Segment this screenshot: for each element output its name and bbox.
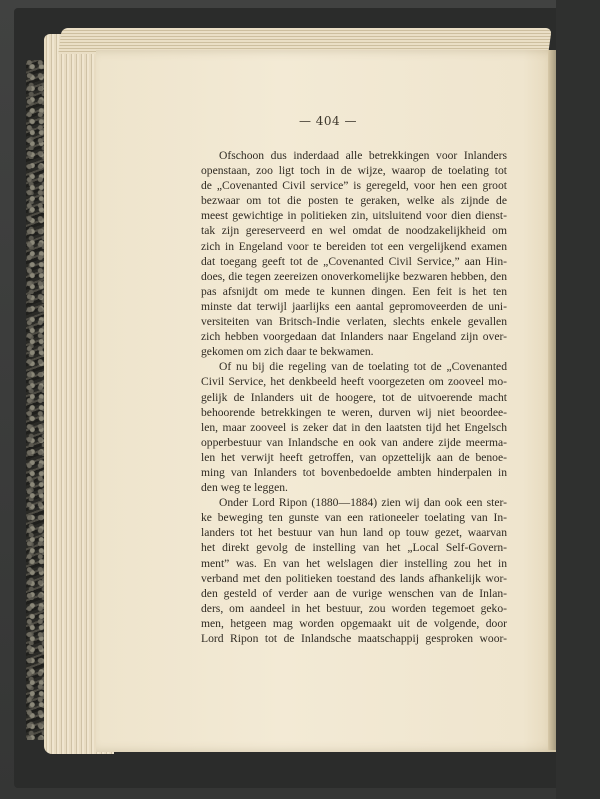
text-line: gelijk de Inlanders uit de hoogere, tot de uitvoerende macht	[201, 390, 507, 404]
text-line: ders, om aandeel in het bestuur, zou worden tegemoet geko-	[201, 601, 507, 615]
text-line: landers tot het bestuur van hun land op touw gezet, waarvan	[201, 526, 507, 540]
text-line: Lord Ripon tot de Inlandsche maatschappij gesproken woor-	[201, 632, 507, 645]
text-line: dat toegang geeft tot de „Covenanted Civil Service,” aan Hin-	[201, 254, 507, 268]
text-line: den weg te leggen.	[201, 481, 288, 495]
text-line: meest gewichtige in politieken zin, uitsluitend voor dien dienst-	[201, 209, 507, 223]
text-line: de „Covenanted Civil service” is geregeld, voor hen een groot	[201, 179, 507, 193]
text-line: verband met den politieken toestand des lands afhankelijk wor-	[201, 571, 507, 585]
text-line: Civil Service, het denkbeeld heeft voorgezeten om zooveel mo-	[201, 375, 507, 389]
text-line: men, hetgeen mag worden opgemaakt uit de volgende, door	[201, 616, 507, 630]
body-text	[201, 148, 507, 646]
text-line: ke beweging ten gunste van een rationeeler toelating van In-	[201, 511, 507, 525]
text-line: het direkt gevolg de instelling van het „Local Self-Govern-	[201, 541, 507, 555]
text-line: tak zijn gereserveerd en wel omdat de noodzakelijkheid om	[201, 224, 507, 238]
text-line: Onder Lord Ripon (1880—1884) zien wij dan ook een ster-	[219, 496, 507, 510]
text-line: behoorende betrekkingen te weren, durven wij niet beoordee-	[201, 405, 507, 419]
text-line: Ofschoon dus inderdaad alle betrekkingen voor Inlanders	[219, 149, 507, 162]
text-line: ment” was. En van het welslagen dier instelling zou het in	[201, 556, 507, 570]
text-line: openstaan, zoo ligt toch in de wijze, waarop de toelating tot	[201, 164, 507, 178]
text-line: den gesteld of verder aan de vurige wenschen van de Inlan-	[201, 586, 507, 600]
text-line: len het verwijt heeft getroffen, van opzettelijk aan de benoe-	[201, 450, 507, 464]
text-line: zich hebben voorgedaan dat Inlanders naar Engeland zijn over-	[201, 330, 507, 344]
text-line: versiteiten van Britsch-Indie verlaten, slechts enkele gevallen	[201, 315, 507, 329]
text-line: pas afsnijdt om mede te kunnen dingen. Een feit is het ten	[201, 284, 507, 298]
text-line: zich in Engeland voor te bereiden tot een vergelijkend examen	[201, 239, 507, 253]
text-line: minste dat terwijl jaarlijks een aantal gepromoveerden de uni-	[201, 299, 507, 313]
text-line: len, maar zooveel is zeker dat in den laatsten tijd het Engelsch	[201, 420, 507, 434]
text-line: gekomen om zich daar te bekwamen.	[201, 345, 374, 359]
text-line: ming van Inlanders tot bovenbedoelde ambten hinderpalen in	[201, 465, 507, 479]
text-line: Of nu bij die regeling van de toelating tot de „Covenanted	[219, 360, 507, 374]
text-line: does, die tegen zeereizen onoverkomelijke bezwaren hebben, den	[201, 269, 507, 283]
dark-background-edge	[556, 0, 600, 799]
page-number: — 404 —	[298, 114, 358, 128]
text-line: bezwaar om tot die posten te geraken, welke als zijnde de	[201, 194, 507, 208]
text-line: opperbestuur van Inlandsche en ook van andere zijde meerma-	[201, 435, 507, 449]
